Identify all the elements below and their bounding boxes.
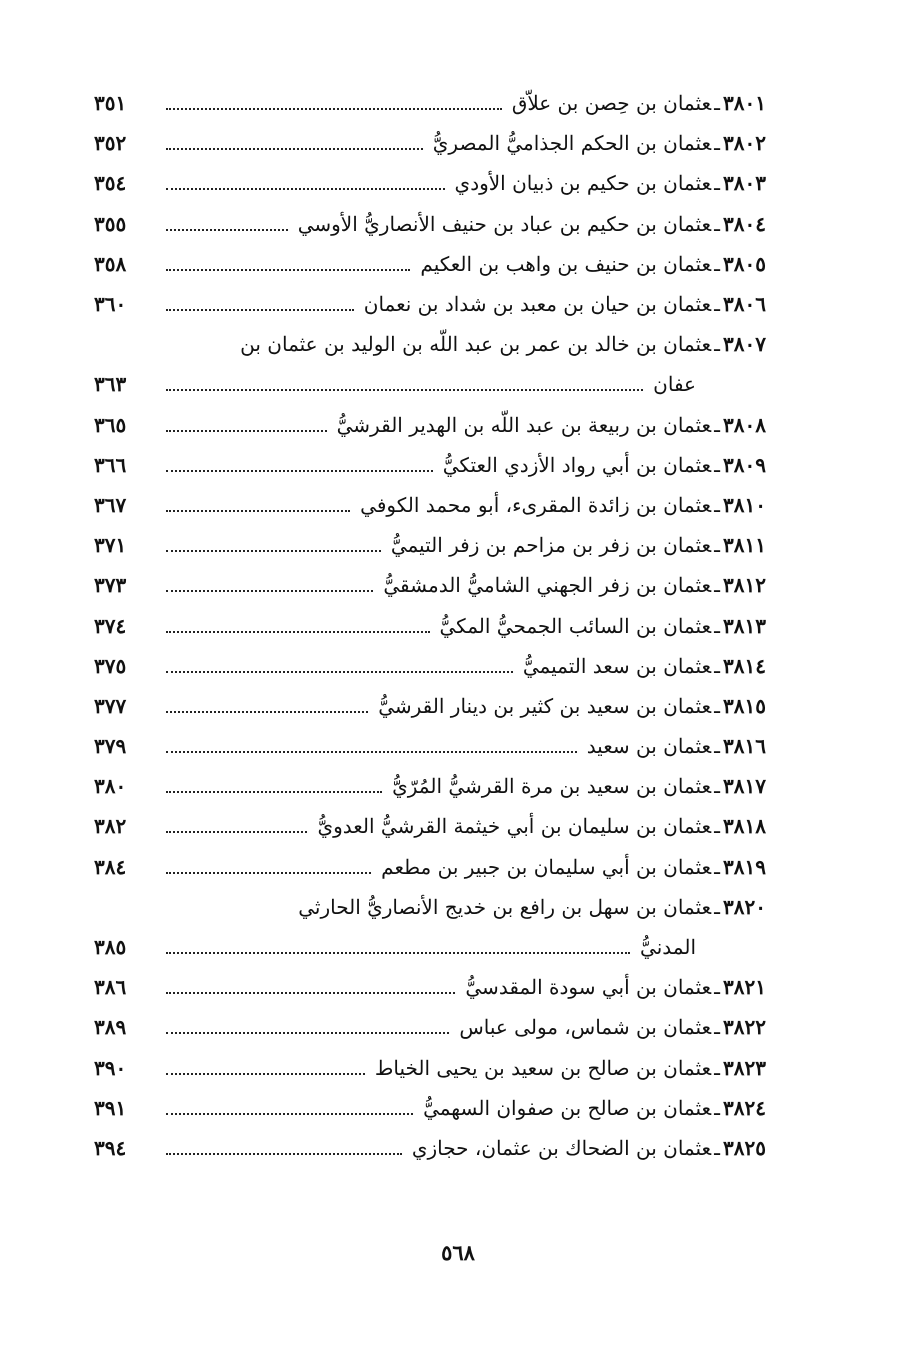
toc-entry [94, 83, 766, 123]
toc-entry [94, 806, 766, 846]
toc-entry [94, 1128, 766, 1168]
entry-separator: ـ [714, 1095, 721, 1120]
entry-name: عثمان بن الضحاك بن عثمان، حجازي [411, 1135, 712, 1160]
entry-page-number: ٣٥٨ [94, 251, 127, 276]
entry-number: ٣٨٢٤ [723, 1095, 766, 1120]
dot-leader [166, 229, 288, 231]
entry-name: عثمان بن سعد التميميُّ [522, 653, 712, 678]
toc-entry-text [381, 854, 766, 879]
toc-entry [94, 324, 766, 404]
entry-separator: ـ [714, 854, 721, 879]
toc-entry [94, 686, 766, 726]
entry-name-continuation: المدنيُّ [640, 935, 696, 960]
entry-name: عثمان بن ربيعة بن عبد اللّه بن الهدير القرشيُّ [336, 412, 712, 437]
toc-entry-text [298, 894, 766, 919]
toc-entry [94, 163, 766, 203]
entry-name: عثمان بن صالح بن صفوان السهميُّ [423, 1095, 712, 1120]
entry-separator: ـ [714, 1055, 721, 1080]
entry-name: عثمان بن حِصن بن علاّق [511, 91, 712, 116]
toc-line [94, 847, 766, 887]
toc-entry [94, 525, 766, 565]
toc-entry [94, 967, 766, 1007]
entry-separator: ـ [714, 653, 721, 678]
toc-entry [94, 887, 766, 967]
toc-entry [94, 565, 766, 605]
entry-number: ٣٨٠٧ [723, 332, 766, 357]
toc-entry-text [411, 1135, 766, 1160]
dot-leader [166, 188, 445, 190]
toc-entry [94, 605, 766, 645]
toc-entry [94, 1007, 766, 1047]
entry-number: ٣٨٠٩ [723, 452, 766, 477]
toc-line [94, 646, 766, 686]
entry-number: ٣٨٢١ [723, 975, 766, 1000]
dot-leader [166, 1032, 449, 1034]
entry-name: عثمان بن سليمان بن أبي خيثمة القرشيُّ العدويُّ [317, 814, 712, 839]
entry-separator: ـ [714, 251, 721, 276]
entry-separator: ـ [714, 1135, 721, 1160]
entry-page-number: ٣٩١ [94, 1095, 127, 1120]
entry-page-number: ٣٦٠ [94, 292, 127, 317]
dot-leader [166, 1153, 402, 1155]
toc-entry [94, 244, 766, 284]
toc-entry [94, 847, 766, 887]
entry-name: عثمان بن زائدة المقرىء، أبو محمد الكوفي [360, 492, 712, 517]
entry-page-number: ٣٨٥ [94, 935, 127, 960]
entry-separator: ـ [714, 1015, 721, 1040]
entry-separator: ـ [714, 533, 721, 558]
entry-name: عثمان بن خالد بن عمر بن عبد اللّه بن الوليد بن عثمان بن [240, 332, 712, 357]
entry-separator: ـ [714, 292, 721, 317]
toc-entry-text [522, 653, 766, 678]
entry-page-number: ٣٧٥ [94, 653, 127, 678]
entry-name: عثمان بن سهل بن رافع بن خديج الأنصاريُّ الحارثي [298, 894, 712, 919]
toc-line [94, 163, 766, 203]
toc-line [94, 123, 766, 163]
entry-number: ٣٨١٩ [723, 854, 766, 879]
dot-leader [166, 470, 433, 472]
entry-separator: ـ [714, 412, 721, 437]
entry-name: عثمان بن الحكم الجذاميُّ المصريُّ [432, 131, 712, 156]
entry-number: ٣٨٢٣ [723, 1055, 766, 1080]
toc-entry-text [420, 251, 766, 276]
toc-line-continuation [94, 364, 766, 404]
entry-page-number: ٣٧٩ [94, 734, 127, 759]
entry-name: عثمان بن زفر الجهني الشاميُّ الدمشقيُّ [383, 573, 712, 598]
entry-separator: ـ [714, 332, 721, 357]
entry-separator: ـ [714, 91, 721, 116]
entry-name: عثمان بن شماس، مولى عباس [459, 1015, 712, 1040]
entry-name: عثمان بن سعيد [586, 734, 712, 759]
toc-entry-text [363, 292, 766, 317]
entry-separator: ـ [714, 171, 721, 196]
entry-number: ٣٨١٨ [723, 814, 766, 839]
entry-separator: ـ [714, 613, 721, 638]
entry-name: عثمان بن أبي سليمان بن جبير بن مطعم [381, 854, 712, 879]
entry-number: ٣٨٢٠ [723, 894, 766, 919]
toc-entry-text [336, 412, 766, 437]
toc-line [94, 1088, 766, 1128]
entry-number: ٣٨٠٨ [723, 412, 766, 437]
toc-entry-text [240, 332, 766, 357]
toc-entry-text [586, 734, 766, 759]
dot-leader [166, 872, 371, 874]
entry-separator: ـ [714, 774, 721, 799]
toc-line [94, 1128, 766, 1168]
entry-separator: ـ [714, 131, 721, 156]
entry-separator: ـ [714, 573, 721, 598]
dot-leader [166, 590, 373, 592]
toc-line-continuation [94, 927, 766, 967]
entry-number: ٣٨٠٤ [723, 211, 766, 236]
entry-separator: ـ [714, 211, 721, 236]
entry-name: عثمان بن أبي رواد الأزدي العتكيُّ [442, 452, 712, 477]
toc-entry [94, 445, 766, 485]
entry-number: ٣٨١٦ [723, 734, 766, 759]
entry-name: عثمان بن السائب الجمحيُّ المكيُّ [439, 613, 712, 638]
dot-leader [166, 631, 430, 633]
entry-number: ٣٨١٣ [723, 613, 766, 638]
entry-page-number: ٣٩٤ [94, 1135, 127, 1160]
dot-leader [166, 1073, 365, 1075]
toc-line [94, 324, 766, 364]
entry-number: ٣٨١٧ [723, 774, 766, 799]
toc-entry [94, 726, 766, 766]
entry-separator: ـ [714, 975, 721, 1000]
toc-line [94, 766, 766, 806]
entry-page-number: ٣٥١ [94, 91, 127, 116]
entry-page-number: ٣٥٥ [94, 211, 127, 236]
dot-leader [166, 952, 630, 954]
toc-line [94, 1007, 766, 1047]
entry-name: عثمان بن زفر بن مزاحم بن زفر التيميُّ [390, 533, 712, 558]
toc-entry-text [383, 573, 766, 598]
toc-entry-text [390, 533, 766, 558]
toc-entry-text [459, 1015, 766, 1040]
entry-page-number: ٣٧٤ [94, 613, 127, 638]
dot-leader [166, 430, 327, 432]
toc-line [94, 726, 766, 766]
entry-page-number: ٣٦٦ [94, 452, 127, 477]
toc-line [94, 83, 766, 123]
toc-line [94, 284, 766, 324]
toc-entry-text [465, 975, 766, 1000]
entry-page-number: ٣٦٣ [94, 372, 127, 397]
toc-entry-text [454, 171, 766, 196]
entry-page-number: ٣٥٤ [94, 171, 127, 196]
dot-leader [166, 831, 307, 833]
toc-line [94, 605, 766, 645]
dot-leader [166, 108, 502, 110]
toc-line [94, 887, 766, 927]
entry-number: ٣٨١٤ [723, 653, 766, 678]
entry-separator: ـ [714, 693, 721, 718]
entry-number: ٣٨٢٢ [723, 1015, 766, 1040]
toc-line [94, 1048, 766, 1088]
toc-entry [94, 766, 766, 806]
toc-line [94, 244, 766, 284]
toc-line [94, 565, 766, 605]
entry-number: ٣٨١١ [723, 533, 766, 558]
toc-entry-text [378, 693, 766, 718]
page-number: ٥٦٨ [441, 1240, 475, 1265]
toc-entry [94, 646, 766, 686]
entry-separator: ـ [714, 814, 721, 839]
entry-name-continuation: عفان [653, 372, 696, 397]
entry-page-number: ٣٧٣ [94, 573, 127, 598]
dot-leader [166, 1113, 413, 1115]
toc-entry-text [317, 814, 766, 839]
toc-entry-text [297, 211, 766, 236]
entry-page-number: ٣٦٧ [94, 492, 127, 517]
toc-line [94, 525, 766, 565]
entry-number: ٣٨٠٣ [723, 171, 766, 196]
entry-number: ٣٨٠٦ [723, 292, 766, 317]
entry-separator: ـ [714, 894, 721, 919]
toc-entry [94, 284, 766, 324]
entry-name: عثمان بن سعيد بن مرة القرشيُّ المُرّيُّ [392, 774, 712, 799]
toc-line [94, 967, 766, 1007]
toc-entry-text [432, 131, 766, 156]
dot-leader [166, 389, 643, 391]
toc-entry-text [439, 613, 767, 638]
dot-leader [166, 148, 423, 150]
dot-leader [166, 992, 455, 994]
entry-number: ٣٨٠٢ [723, 131, 766, 156]
toc-entry [94, 204, 766, 244]
entry-name: عثمان بن حنيف بن واهب بن العكيم [420, 251, 712, 276]
entry-page-number: ٣٥٢ [94, 131, 127, 156]
entry-number: ٣٨٠١ [723, 91, 766, 116]
entry-number: ٣٨٠٥ [723, 251, 766, 276]
dot-leader [166, 711, 368, 713]
entry-separator: ـ [714, 452, 721, 477]
dot-leader [166, 510, 350, 512]
entry-name: عثمان بن حيان بن معبد بن شداد بن نعمان [363, 292, 712, 317]
toc-entry [94, 485, 766, 525]
toc-entry-text [423, 1095, 766, 1120]
entry-page-number: ٣٧١ [94, 533, 127, 558]
dot-leader [166, 751, 577, 753]
toc-entry-text [392, 774, 766, 799]
entry-number: ٣٨١٥ [723, 693, 766, 718]
entry-number: ٣٨٢٥ [723, 1135, 766, 1160]
entry-name: عثمان بن صالح بن سعيد بن يحيى الخياط [374, 1055, 712, 1080]
toc-line [94, 485, 766, 525]
toc-line [94, 405, 766, 445]
toc-entry-text [442, 452, 766, 477]
entry-page-number: ٣٩٠ [94, 1055, 127, 1080]
dot-leader [166, 550, 381, 552]
dot-leader [166, 269, 410, 271]
entry-name: عثمان بن حكيم بن ذبيان الأودي [454, 171, 712, 196]
dot-leader [166, 791, 382, 793]
toc-entry [94, 1088, 766, 1128]
entry-page-number: ٣٨٠ [94, 774, 127, 799]
dot-leader [166, 671, 513, 673]
toc-entry [94, 405, 766, 445]
entry-page-number: ٣٨٤ [94, 854, 127, 879]
entry-page-number: ٣٦٥ [94, 412, 127, 437]
toc-line [94, 806, 766, 846]
table-of-contents [94, 83, 766, 1168]
toc-entry-text [360, 492, 766, 517]
entry-name: عثمان بن حكيم بن عباد بن حنيف الأنصاريُّ الأوسي [297, 211, 712, 236]
entry-name: عثمان بن سعيد بن كثير بن دينار القرشيُّ [378, 693, 712, 718]
toc-entry-text [511, 91, 766, 116]
dot-leader [166, 309, 354, 311]
toc-entry-text [374, 1055, 766, 1080]
entry-separator: ـ [714, 734, 721, 759]
entry-page-number: ٣٨٦ [94, 975, 127, 1000]
entry-number: ٣٨١٢ [723, 573, 766, 598]
entry-page-number: ٣٨٢ [94, 814, 127, 839]
toc-line [94, 445, 766, 485]
entry-name: عثمان بن أبي سودة المقدسيُّ [465, 975, 712, 1000]
toc-line [94, 204, 766, 244]
entry-separator: ـ [714, 492, 721, 517]
entry-number: ٣٨١٠ [723, 492, 766, 517]
toc-entry [94, 1048, 766, 1088]
entry-page-number: ٣٨٩ [94, 1015, 127, 1040]
toc-line [94, 686, 766, 726]
entry-page-number: ٣٧٧ [94, 693, 127, 718]
toc-entry [94, 123, 766, 163]
